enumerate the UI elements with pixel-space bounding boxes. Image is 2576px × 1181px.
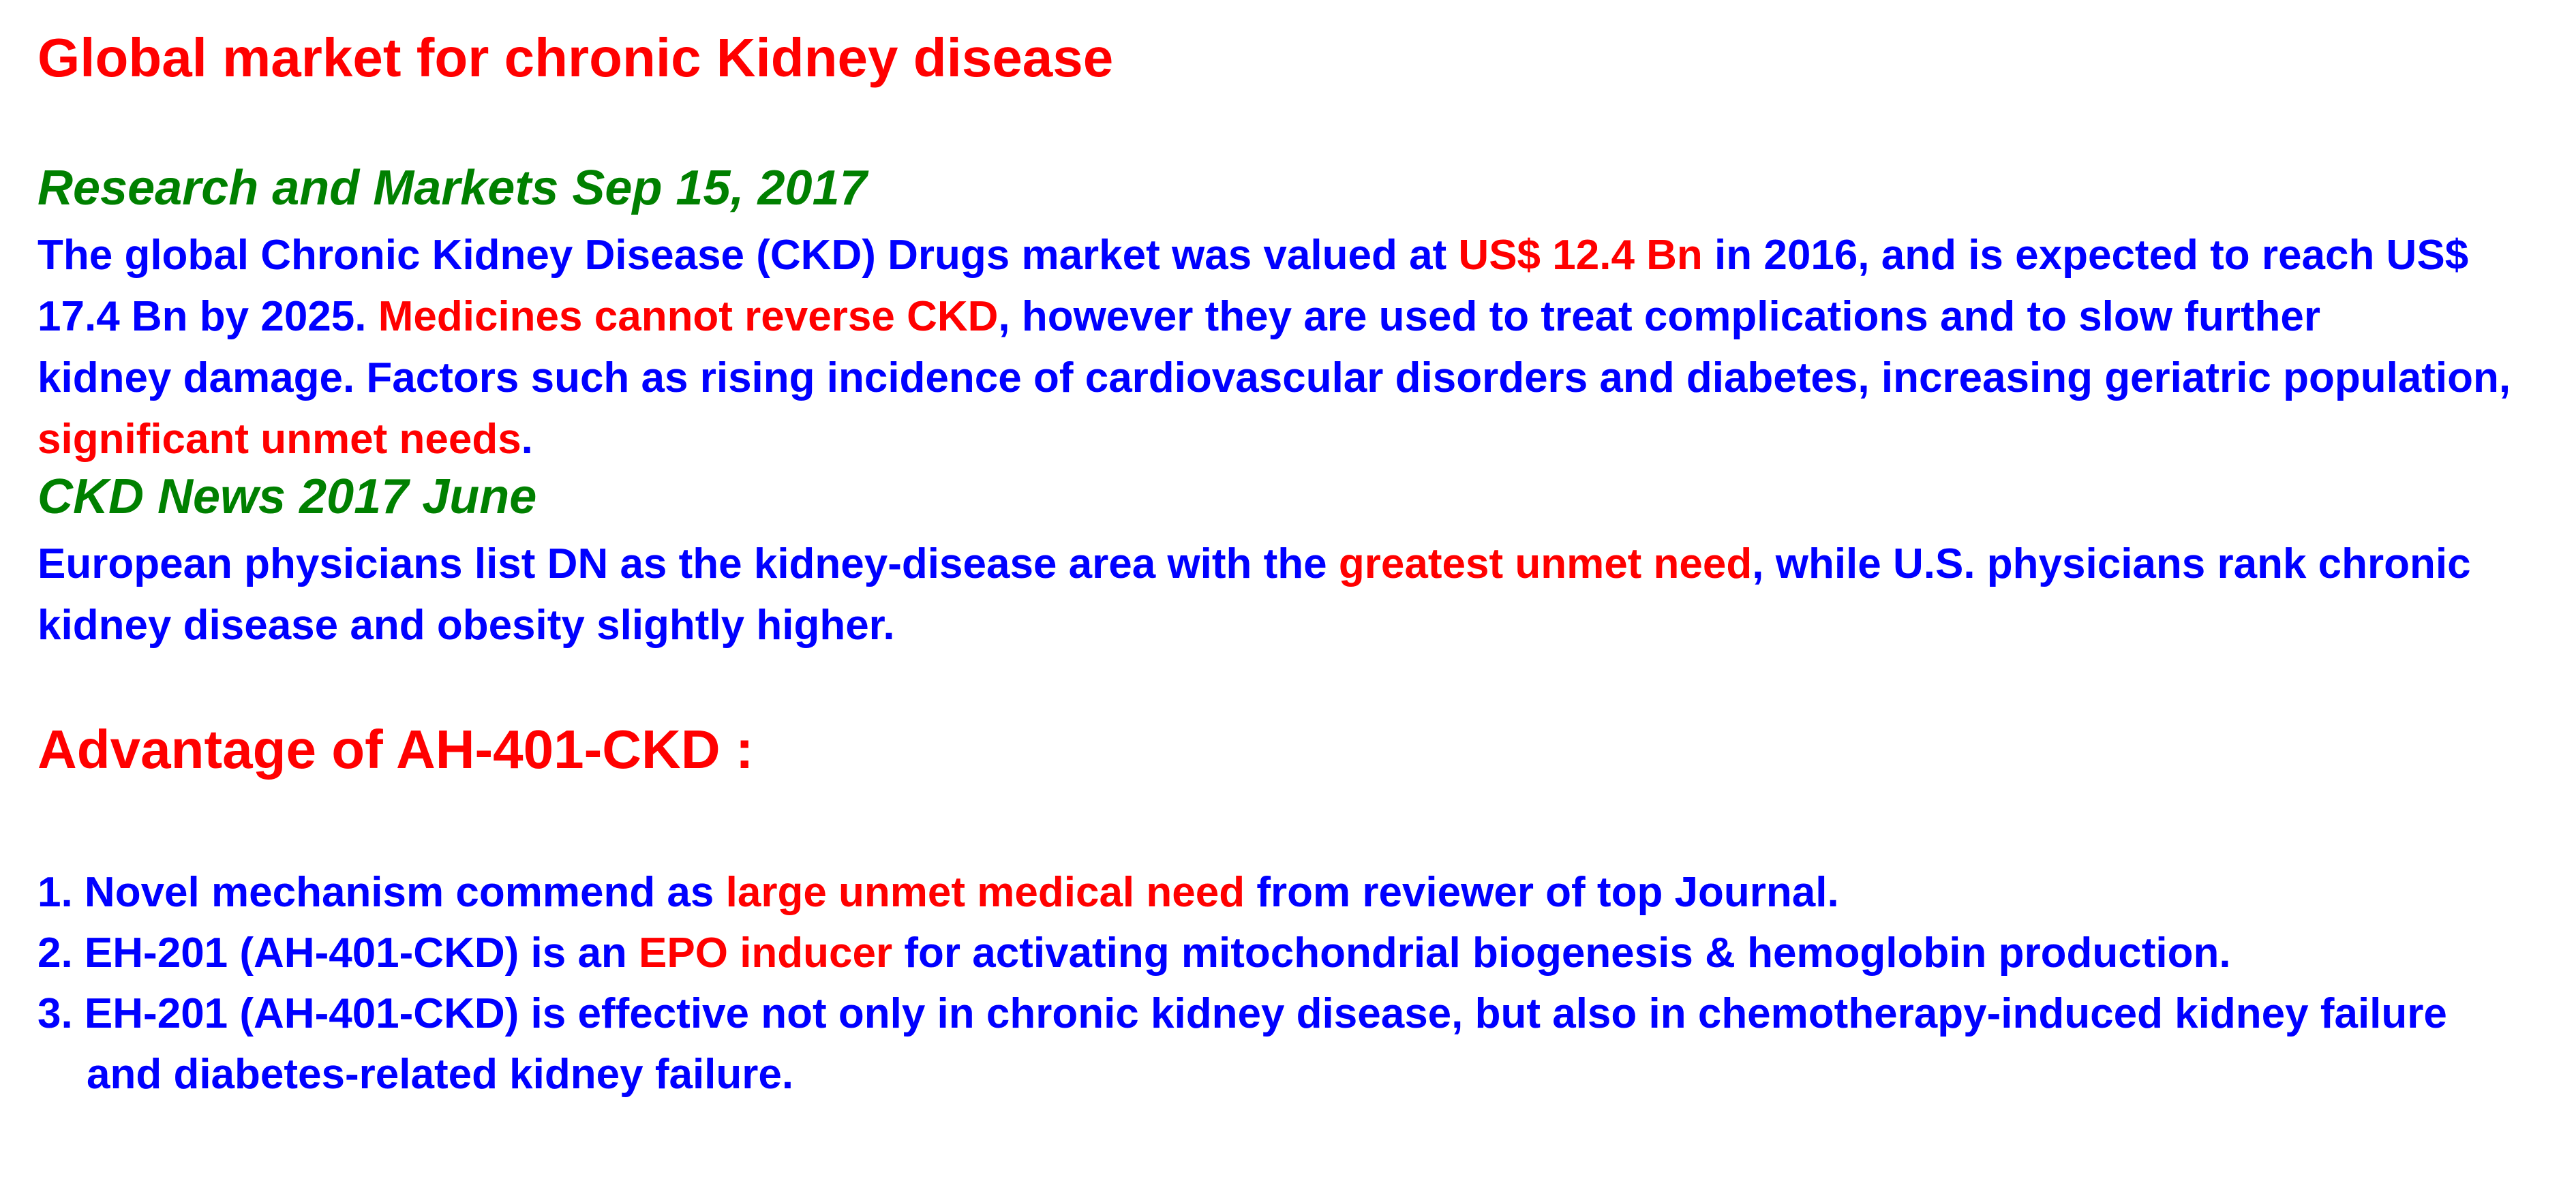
text-run: for activating mitochondrial biogenesis & hemoglobin production. bbox=[892, 930, 2231, 977]
market-paragraph bbox=[37, 225, 2511, 470]
text-run: from reviewer of top Journal. bbox=[1245, 869, 1839, 916]
text-run: 17.4 Bn by 2025. bbox=[37, 293, 378, 340]
highlight-market-value: US$ 12.4 Bn bbox=[1458, 232, 1703, 279]
physicians-paragraph-line-1 bbox=[37, 534, 2471, 595]
market-paragraph-line-3: kidney damage. Factors such as rising incidence of cardiovascular disorders and diabetes, increasing geriatric population, bbox=[37, 354, 2511, 401]
physicians-paragraph bbox=[37, 534, 2471, 656]
highlight-unmet-medical-need: large unmet medical need bbox=[725, 869, 1245, 916]
highlight-greatest-unmet-need: greatest unmet need bbox=[1338, 540, 1753, 587]
list-item-continuation: and diabetes-related kidney failure. bbox=[87, 1051, 794, 1098]
list-item: 3. EH-201 (AH-401-CKD) is effective not only in chronic kidney disease, but also in chemotherapy-induced kidney failure bbox=[37, 990, 2447, 1037]
source-ckd-news: CKD News 2017 June bbox=[37, 470, 537, 524]
highlight-cannot-reverse: Medicines cannot reverse CKD bbox=[378, 293, 999, 340]
highlight-epo-inducer: EPO inducer bbox=[639, 930, 893, 977]
text-run: , however they are used to treat complications and to slow further bbox=[998, 293, 2321, 340]
text-run: European physicians list DN as the kidney-disease area with the bbox=[37, 540, 1339, 587]
physicians-paragraph-line-2: kidney disease and obesity slightly higher. bbox=[37, 602, 895, 649]
market-paragraph-line-4 bbox=[37, 409, 2511, 470]
text-run: The global Chronic Kidney Disease (CKD) Drugs market was valued at bbox=[37, 232, 1459, 279]
text-run: 1. Novel mechanism commend as bbox=[37, 869, 726, 916]
list-item bbox=[37, 862, 2447, 923]
text-run: . bbox=[521, 416, 533, 463]
market-paragraph-line-2 bbox=[37, 286, 2511, 348]
text-run: , while U.S. physicians rank chronic bbox=[1752, 540, 2471, 587]
page-title: Global market for chronic Kidney disease bbox=[37, 27, 1114, 88]
market-paragraph-line-1 bbox=[37, 225, 2511, 286]
text-run: in 2016, and is expected to reach US$ bbox=[1702, 232, 2469, 279]
text-run: 2. EH-201 (AH-401-CKD) is an bbox=[37, 930, 639, 977]
source-research-and-markets: Research and Markets Sep 15, 2017 bbox=[37, 161, 867, 215]
advantage-list bbox=[37, 862, 2447, 1105]
highlight-unmet-needs: significant unmet needs bbox=[37, 416, 521, 463]
list-item bbox=[37, 923, 2447, 983]
advantage-heading: Advantage of AH-401-CKD : bbox=[37, 719, 754, 780]
